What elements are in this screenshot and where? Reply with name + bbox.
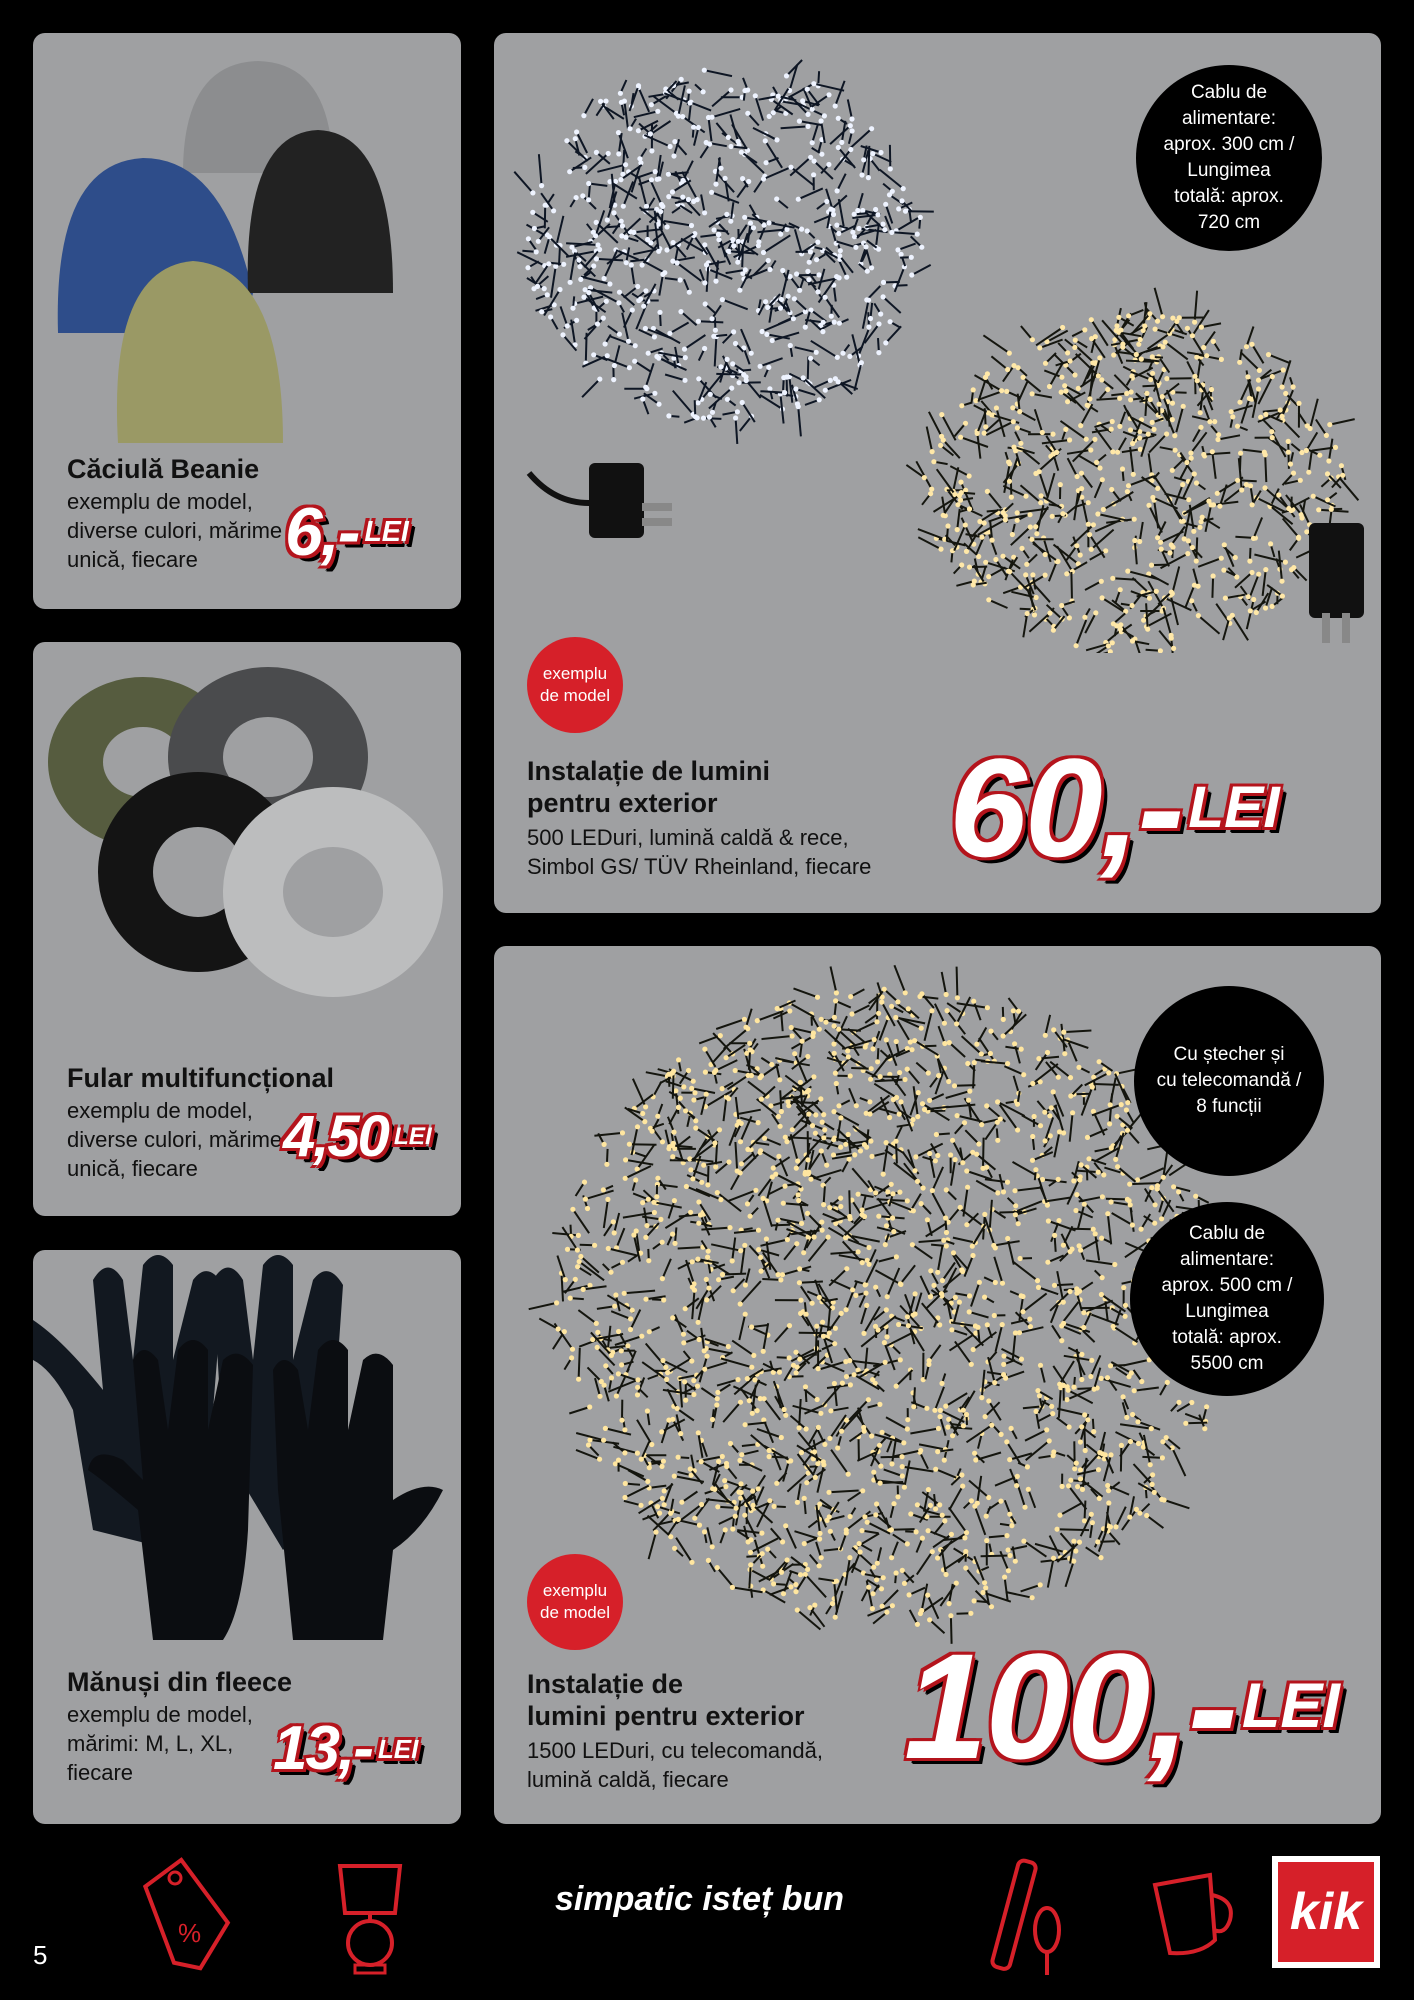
footer (0, 1840, 1414, 2000)
scarf-title: Fular multifuncțional (67, 1063, 334, 1093)
gloves-image (33, 1250, 461, 1670)
gloves-title: Mănuși din fleece (67, 1667, 293, 1697)
beanie-price: 6,- $^{LEI}$ (285, 494, 409, 570)
product-panel-lights-large (494, 946, 1381, 1824)
product-panel-scarf (33, 642, 461, 1216)
lights-small-example-badge: exemplu de model (527, 637, 623, 733)
lights-large-example-badge: exemplu de model (527, 1554, 623, 1650)
lights-large-title: Instalație de lumini pentru exterior (527, 1669, 805, 1731)
gloves-desc: exemplu de model, mărimi: M, L, XL, fiecare (67, 1702, 253, 1785)
lights-small-price: 60,- $^{LEI}$ (949, 729, 1280, 886)
page-number: 5 (33, 1940, 48, 1970)
lights-small-info-circle: Cablu de alimentare: aprox. 300 cm / Lungimea totală: aprox. 720 cm (1136, 65, 1322, 251)
beanie-desc: exemplu de model, diverse culori, mărime unică, fiecare (67, 489, 283, 572)
lamp-icon (325, 1858, 415, 1988)
lights-small-title: Instalație de lumini pentru exterior (527, 756, 771, 818)
lights-large-info-circle-2: Cablu de alimentare: aprox. 500 cm / Lungimea totală: aprox. 5500 cm (1130, 1202, 1324, 1396)
kik-logo: kik (1272, 1856, 1380, 1968)
beanie-image (33, 33, 461, 453)
lights-large-price: 100,-$^{LEI}$ (904, 1622, 1340, 1790)
lights-large-info-circle-1: Cu ștecher și cu telecomandă / 8 funcții (1134, 986, 1324, 1176)
scarf-price: 4,50 $^{LEI}$ (283, 1104, 432, 1169)
beanie-title: Căciulă Beanie (67, 454, 260, 484)
product-panel-lights-small (494, 33, 1381, 913)
price-tag-icon (130, 1850, 240, 1980)
footer-slogan: simpatic isteț bun (555, 1880, 845, 1918)
scarf-image (33, 642, 461, 1062)
kitchen-utensils-icon (985, 1850, 1075, 1980)
gloves-price: 13,- $^{LEI}$ (273, 1714, 419, 1783)
mug-icon (1140, 1865, 1240, 1975)
product-panel-gloves (33, 1250, 461, 1824)
product-panel-beanie (33, 33, 461, 609)
svg-text:%: % (178, 1918, 202, 1948)
lights-small-desc: 500 LEDuri, lumină caldă & rece, Simbol GS/ TÜV Rheinland, fiecare (527, 825, 872, 879)
lights-large-desc: 1500 LEDuri, cu telecomandă, lumină caldă, fiecare (527, 1738, 823, 1792)
scarf-desc: exemplu de model, diverse culori, mărime unică, fiecare (67, 1098, 283, 1181)
